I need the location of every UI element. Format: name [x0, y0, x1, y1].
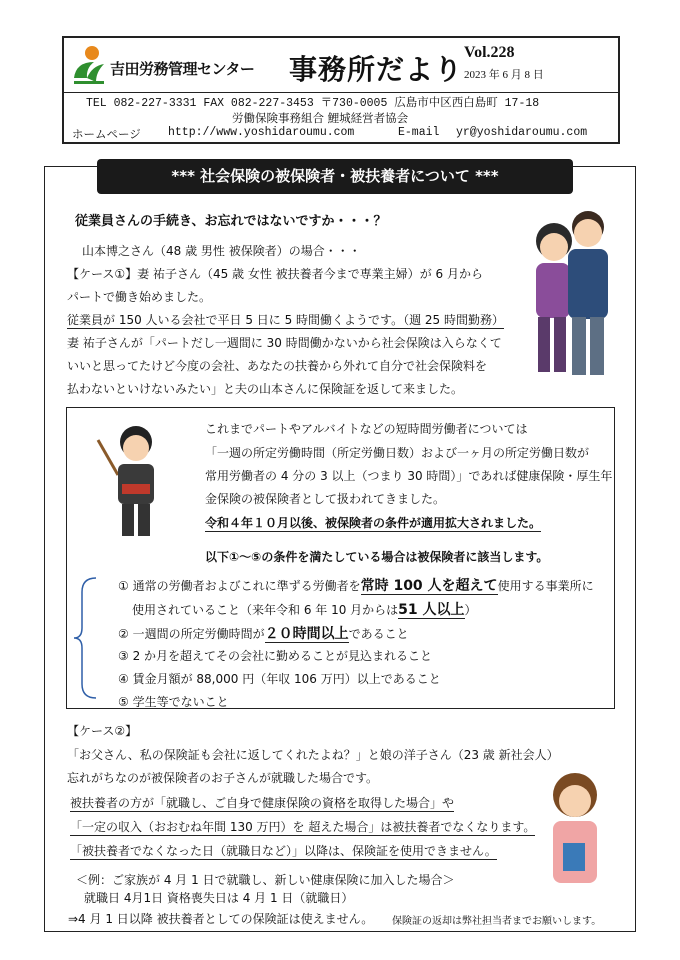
- company-logo-icon: [70, 44, 108, 86]
- issue-date: 2023 年 6 月 8 日: [464, 69, 544, 81]
- section1-heading: 従業員さんの手続き、お忘れではないですか・・・？: [75, 214, 387, 229]
- example-line: ＜例：ご家族が 4 月 1 日で就職し、新しい健康保険に加入した場合＞: [76, 873, 455, 887]
- case1-line: 【ケース①】妻 祐子さん（45 歳 女性 被扶養者今まで専業主婦）が 6 月から: [67, 267, 483, 281]
- homepage-link[interactable]: http://www.yoshidaroumu.com: [168, 126, 355, 139]
- case2-line: 「一定の収入（おおむね年間 130 万円）を 超えた場合」は被扶養者でなくなります。: [70, 820, 536, 834]
- criterion-3: ③ 2 か月を超えてその会社に勤めることが見込まれること: [118, 649, 433, 663]
- criterion-4: ④ 賃金月額が 88,000 円（年収 106 万円）以上であること: [118, 672, 441, 686]
- example-line: 就職日 4月1日 資格喪失日は 4 月 1 日（就職日）: [84, 891, 354, 905]
- couple-illustration: [520, 205, 620, 385]
- case1-line: 妻 祐子さんが「パートだし一週間に 30 時間働かないから社会保険は入らなくて: [67, 336, 502, 350]
- case2-line: 「被扶養者でなくなった日（就職日など）」以降は、保険証を使用できません。: [70, 844, 497, 858]
- case2-line: 被扶養者の方が「就職し、ご自身で健康保険の資格を取得した場合」や: [70, 796, 455, 810]
- box-intro-line: これまでパートやアルバイトなどの短時間労働者については: [205, 422, 528, 436]
- case1-line: いいと思ってたけど今度の会社、あなたの扶養から外れて自分で社会保険料を: [67, 359, 488, 373]
- case2-line: 「お父さん、私の保険証も会社に返してくれたよね？」と娘の洋子さん（23 歳 新社会人）: [67, 748, 559, 762]
- box-intro-line: 常用労働者の 4 分の 3 以上（つまり 30 時間）」であれば健康保険・厚生年: [205, 469, 613, 483]
- criteria-lead: 以下①～⑤の条件を満たしている場合は被保険者に該当します。: [205, 550, 549, 564]
- org-line: 労働保険事務組合 鯉城経営者協会: [232, 111, 409, 125]
- newsletter-title: 事務所だより: [289, 53, 464, 86]
- case2-line: 忘れがちなのが被保険者のお子さんが就職した場合です。: [67, 771, 379, 785]
- header-top: [64, 38, 618, 93]
- volume-number: Vol.228: [464, 44, 515, 61]
- criterion-5: ⑤ 学生等でないこと: [118, 695, 229, 709]
- criterion-2: ② 一週間の所定労働時間が２０時間以上であること: [118, 626, 409, 642]
- homepage-label: ホームページ: [72, 127, 141, 141]
- daughter-illustration: [535, 765, 615, 885]
- email-label: E-mail: [398, 126, 440, 139]
- example-line: ⇒4 月 1 日以降 被扶養者としての保険証は使えません。: [68, 912, 374, 926]
- footnote: 保険証の返却は弊社担当者までお願いします。: [392, 916, 602, 927]
- company-name: 吉田労務管理センター: [110, 60, 255, 78]
- rule-change-notice: 令和４年１０月以後、被保険者の条件が適用拡大されました。: [205, 516, 542, 530]
- article-banner: *** 社会保険の被保険者・被扶養者について ***: [97, 159, 573, 194]
- case1-intro: 山本博之さん（48 歳 男性 被保険者）の場合・・・: [82, 244, 361, 258]
- case1-line: 払わないといけないみたい」と夫の山本さんに保険証を返して来ました。: [67, 382, 464, 396]
- criterion-1: ① 通常の労働者およびこれに準ずる労働者を常時 100 人を超えて使用する事業所に: [118, 578, 594, 594]
- box-intro-line: 金保険の被保険者として扱われてきました。: [205, 492, 446, 506]
- newsletter-header: [62, 36, 620, 144]
- case1-line: パートで働き始めました。: [67, 290, 212, 304]
- criterion-1-cont: 使用されていること（来年令和 6 年 10 月からは51 人以上）: [132, 602, 477, 618]
- box-intro-line: 「一週の所定労働時間（所定労働日数）および一ヶ月の所定労働日数が: [205, 446, 590, 460]
- teacher-illustration: [96, 420, 176, 540]
- contact-line: TEL 082-227-3331 FAX 082-227-3453 〒730-0005 広島市中区西白島町 17-18: [86, 97, 540, 110]
- case2-label: 【ケース②】: [67, 724, 138, 738]
- criteria-bracket-icon: [72, 576, 100, 700]
- email-link[interactable]: yr@yoshidaroumu.com: [456, 126, 588, 139]
- case1-line: 従業員が 150 人いる会社で平日 5 日に 5 時間働くようです。（週 25 時間勤務）: [67, 313, 505, 327]
